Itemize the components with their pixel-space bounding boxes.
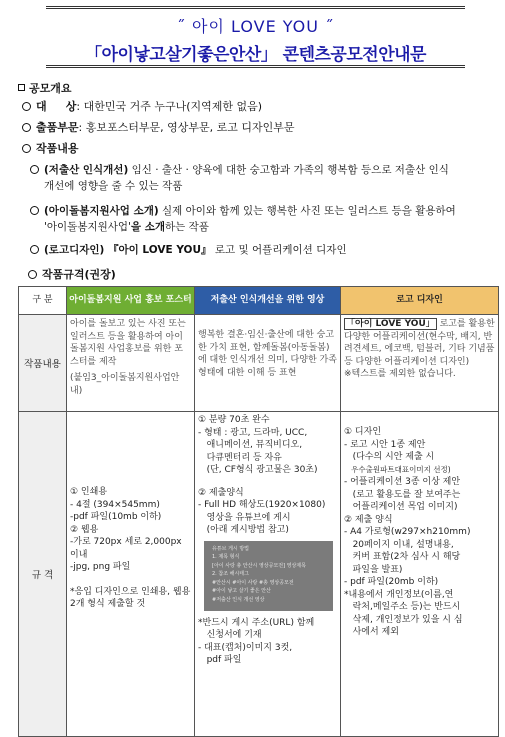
row-label-spec: 규 격 <box>19 412 67 737</box>
content-item-3: (로고디자인) 『아이 LOVE YOU』 로고 및 어플리케이션 디자인 <box>30 242 500 258</box>
target-value: : 대한민국 거주 누구나(지역제한 없음) <box>76 100 263 113</box>
circle-bullet-icon <box>22 144 31 153</box>
table-row-spec <box>19 412 499 737</box>
circle-bullet-icon <box>22 102 31 111</box>
category-label: 출품부문 <box>36 121 79 134</box>
square-bullet-icon <box>18 84 25 91</box>
poster-content-cell: 아이를 돌보고 있는 사진 또는 일러스트 등을 활용하여 아이돌봄지원 사업홍보를 위한 포스터를 제작 (붙임3_아이돌봄지원사업안내) <box>67 315 195 412</box>
target-row <box>22 98 262 114</box>
title-banner <box>46 6 465 68</box>
logo-content-cell: 「아이 LOVE YOU」 로고를 활용한 다양한 어플리케이션(현수막, 배지, 반려견세트, 에코백, 텀블러, 기타 기념품 등 다양한 어플리케이션 디자인) ※텍스트를 제외한 없습니다. <box>341 315 499 412</box>
table-header-row <box>19 287 499 315</box>
circle-bullet-icon <box>28 270 37 279</box>
content-heading: 작품내용 <box>36 142 79 155</box>
content-item-1: (저출산 인식개선) 임신 · 출산 · 양육에 대한 숭고함과 가족의 행복함 등으로 저출산 인식 개선에 영향을 줄 수 있는 작품 <box>30 162 500 194</box>
youtube-guide-box: 유튜브 게시 방법 1. 제목 형식 [아이 사랑 총 안산시 영상공모전] 영상제목 2. 참조 해시태그 #안산시 #아이 사랑 #총 영상공모전 #아이 낳고 살기 좋은 안산 #저출산 인식 개선 영상 <box>204 541 333 611</box>
spec-heading-row <box>28 266 116 282</box>
circle-bullet-icon <box>22 123 31 132</box>
poster-spec-cell: ① 인쇄용 - 4절 (394×545mm) -pdf 파일(10mb 이하) ② 웹용 -가로 720px 세로 2,000px 이내 -jpg, png 파일 *응입 디자인으로 인쇄용, 웹용 2개 형식 제출할 것 <box>67 412 195 737</box>
circle-bullet-icon <box>30 165 39 174</box>
header-poster: 아이돌봄지원 사업 홍보 포스터 <box>67 287 195 315</box>
category-row <box>22 119 294 135</box>
video-spec-cell: ① 분량 70초 완수 - 형태 : 광고, 드라마, UCC, 애니메이션, 뮤직비디오, 다큐멘터리 등 자유 (단, CF형식 광고물은 30초) ② 제출양식 - Full HD 해상도(1920×1080) 영상을 유튜브에 게시 (아래 게시방법 참고) 유튜브 게시 방법 1. 제목 형식 [아이 사랑 총 안산시 영상공모전] 영상제목 2. 참조 해시태그 #안산시 #아이 사랑 #총 영상공모전 #아이 낳고 살기 좋은 안산 #저출산 인식 개선 영상 *반드시 게시 주소(URL) 함께 신청서에 기재 - 대표(캡처)이미지 3컷, pdf 파일 <box>195 412 341 737</box>
title-sub: 「아이낳고살기좋은안산」 콘텐츠공모전안내문 <box>85 45 426 65</box>
video-content-cell: 행복한 결혼·임신·출산에 대한 숭고한 가치 표현, 함께돌봄(아동돌봄)에 대한 인식개선 의미, 다양한 가족형태에 대한 이해 등 표현 <box>195 315 341 412</box>
header-logo: 로고 디자인 <box>341 287 499 315</box>
circle-bullet-icon <box>30 206 39 215</box>
spec-table <box>18 286 499 737</box>
target-label: 대 상 <box>36 100 77 113</box>
content-heading-row <box>22 140 79 156</box>
row-label-content: 작품내용 <box>19 315 67 412</box>
logo-spec-cell: ① 디자인 - 로고 시안 1종 제안 (다수의 시안 제출 시 우수출원파트대표이미지 선정) - 어플리케이션 3종 이상 제안 (로고 활용도를 잘 보여주는 어플리케이션 목업 이미지) ② 제출 양식 - A4 가로형(w297×h210mm) 20페이지 이내, 설명내용, 커버 표함(2차 심사 시 해당 파일을 발표) - pdf 파일(20mb 이하) *내용에서 개인정보(이름,연 락처,메일주소 등)는 반드시 삭제, 개인정보가 있을 시 심 사에서 제외 <box>341 412 499 737</box>
circle-bullet-icon <box>30 245 39 254</box>
content-item-2: (아이돌봄지원사업 소개) 실제 아이와 함께 있는 행복한 사진 또는 일러스트 등을 활용하여 '아이돌봄지원사업'을 소개하는 작품 <box>30 203 500 235</box>
category-value: : 홍보포스터부문, 영상부문, 로고 디자인부문 <box>78 121 295 134</box>
spec-heading: 작품규격(권장) <box>42 268 116 281</box>
title-main: ˝ 아이 LOVE YOU ˝ <box>176 17 335 36</box>
overview-heading: 공모개요 <box>18 80 72 96</box>
table-row-content <box>19 315 499 412</box>
header-label: 구 분 <box>19 287 67 315</box>
header-video: 저출산 인식개선을 위한 영상 <box>195 287 341 315</box>
